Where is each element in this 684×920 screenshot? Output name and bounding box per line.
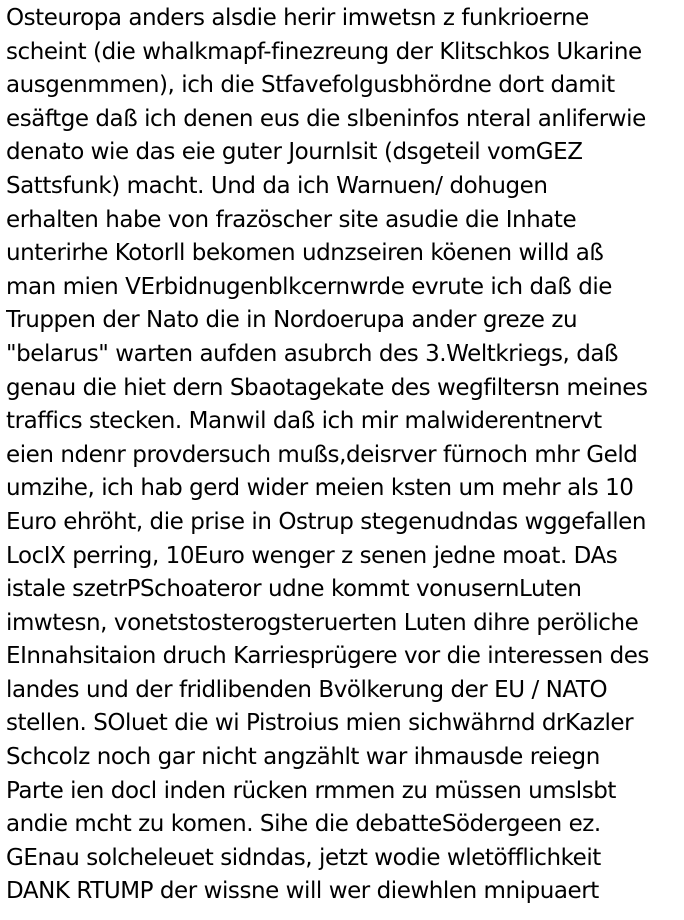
- text-line: man mien VErbidnugenblkcernwrde evrute ich daß die: [6, 273, 613, 300]
- text-line: eien ndenr provdersuch mußs,deisrver fürnoch mhr Geld: [6, 441, 638, 468]
- text-line: traffics stecken. Manwil daß ich mir malwiderentnervt: [6, 408, 602, 435]
- text-line: Parte ien docl inden rücken rmmen zu müssen umslsbt: [6, 777, 616, 804]
- text-line: "belarus" warten aufden asubrch des 3.Weltkriegs, daß: [6, 340, 619, 367]
- document-page: [6, 2, 682, 918]
- text-line: imwtesn, vonetstosterogsteruerten Luten dihre peröliche: [6, 609, 639, 636]
- text-line: unterirhe Kotorll bekomen udnzseiren köenen willd aß: [6, 240, 604, 267]
- document-text: [6, 2, 682, 909]
- text-line: landes und der fridlibenden Bvölkerung der EU / NATO: [6, 676, 608, 703]
- text-line: istale szetrPSchoateror udne kommt vonusernLuten: [6, 576, 582, 603]
- text-line: stellen. SOluet die wi Pistroius mien sichwährnd drKazler: [6, 710, 634, 737]
- text-line: andie mcht zu komen. Sihe die debatteSödergeen ez.: [6, 811, 601, 838]
- text-line: Schcolz noch gar nicht angzählt war ihmausde reiegn: [6, 744, 600, 771]
- text-line: LocIX perring, 10Euro wenger z senen jedne moat. DAs: [6, 542, 618, 569]
- text-line: Euro ehröht, die prise in Ostrup stegenudndas wggefallen: [6, 508, 646, 535]
- text-line: EInnahsitaion druch Karriesprügere vor die interessen des: [6, 643, 649, 670]
- text-line: umzihe, ich hab gerd wider meien ksten um mehr als 10: [6, 475, 634, 502]
- text-line: denato wie das eie guter Journlsit (dsgeteil vomGEZ: [6, 139, 583, 166]
- text-line: scheint (die whalkmapf-finezreung der Klitschkos Ukarine: [6, 38, 642, 65]
- text-line: esäftge daß ich denen eus die slbeninfos nteral anliferwie: [6, 105, 646, 132]
- text-line: erhalten habe von frazöscher site asudie die Inhate: [6, 206, 577, 233]
- text-line: Truppen der Nato die in Nordoerupa ander greze zu: [6, 307, 578, 334]
- text-line: Sattsfunk) macht. Und da ich Warnuen/ dohugen: [6, 172, 548, 199]
- text-line: DANK RTUMP der wissne will wer diewhlen mnipuaert: [6, 878, 599, 905]
- text-line: genau die hiet dern Sbaotagekate des wegfiltersn meines: [6, 374, 648, 401]
- text-line: GEnau solcheleuet sidndas, jetzt wodie wletöfflichkeit: [6, 844, 601, 871]
- text-line: ausgenmmen), ich die Stfavefolgusbhördne dort damit: [6, 72, 615, 99]
- text-line: Osteuropa anders alsdie herir imwetsn z funkrioerne: [6, 5, 589, 31]
